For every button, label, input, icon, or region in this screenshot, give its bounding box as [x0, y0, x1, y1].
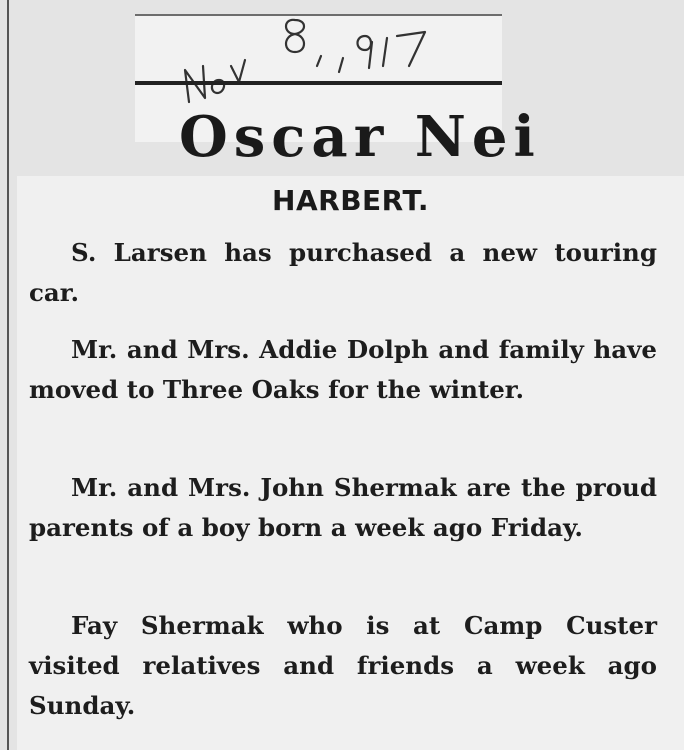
masthead-fragment — [135, 104, 541, 170]
article-paragraph: Fay Shermak who is at Camp Custer visited relatives and friends a week ago Sunday. — [29, 611, 657, 720]
article-title: HARBERT. — [272, 184, 429, 217]
masthead-letters — [135, 104, 541, 170]
article-clipping — [17, 176, 684, 750]
header-clipping — [135, 14, 541, 170]
left-margin-rule — [7, 0, 9, 750]
svg-text:Oscar Nei: Oscar Nei — [179, 104, 541, 170]
masthead-rule — [135, 81, 502, 85]
article-paragraph: Mr. and Mrs. John Shermak are the proud parents of a boy born a week ago Friday. — [29, 473, 657, 542]
handwritten-date-signature — [175, 10, 435, 110]
handwritten-date — [175, 10, 435, 110]
article-paragraph: Mr. and Mrs. Addie Dolph and family have moved to Three Oaks for the winter. — [29, 335, 657, 404]
article-paragraph: S. Larsen has purchased a new touring car. — [29, 238, 657, 307]
